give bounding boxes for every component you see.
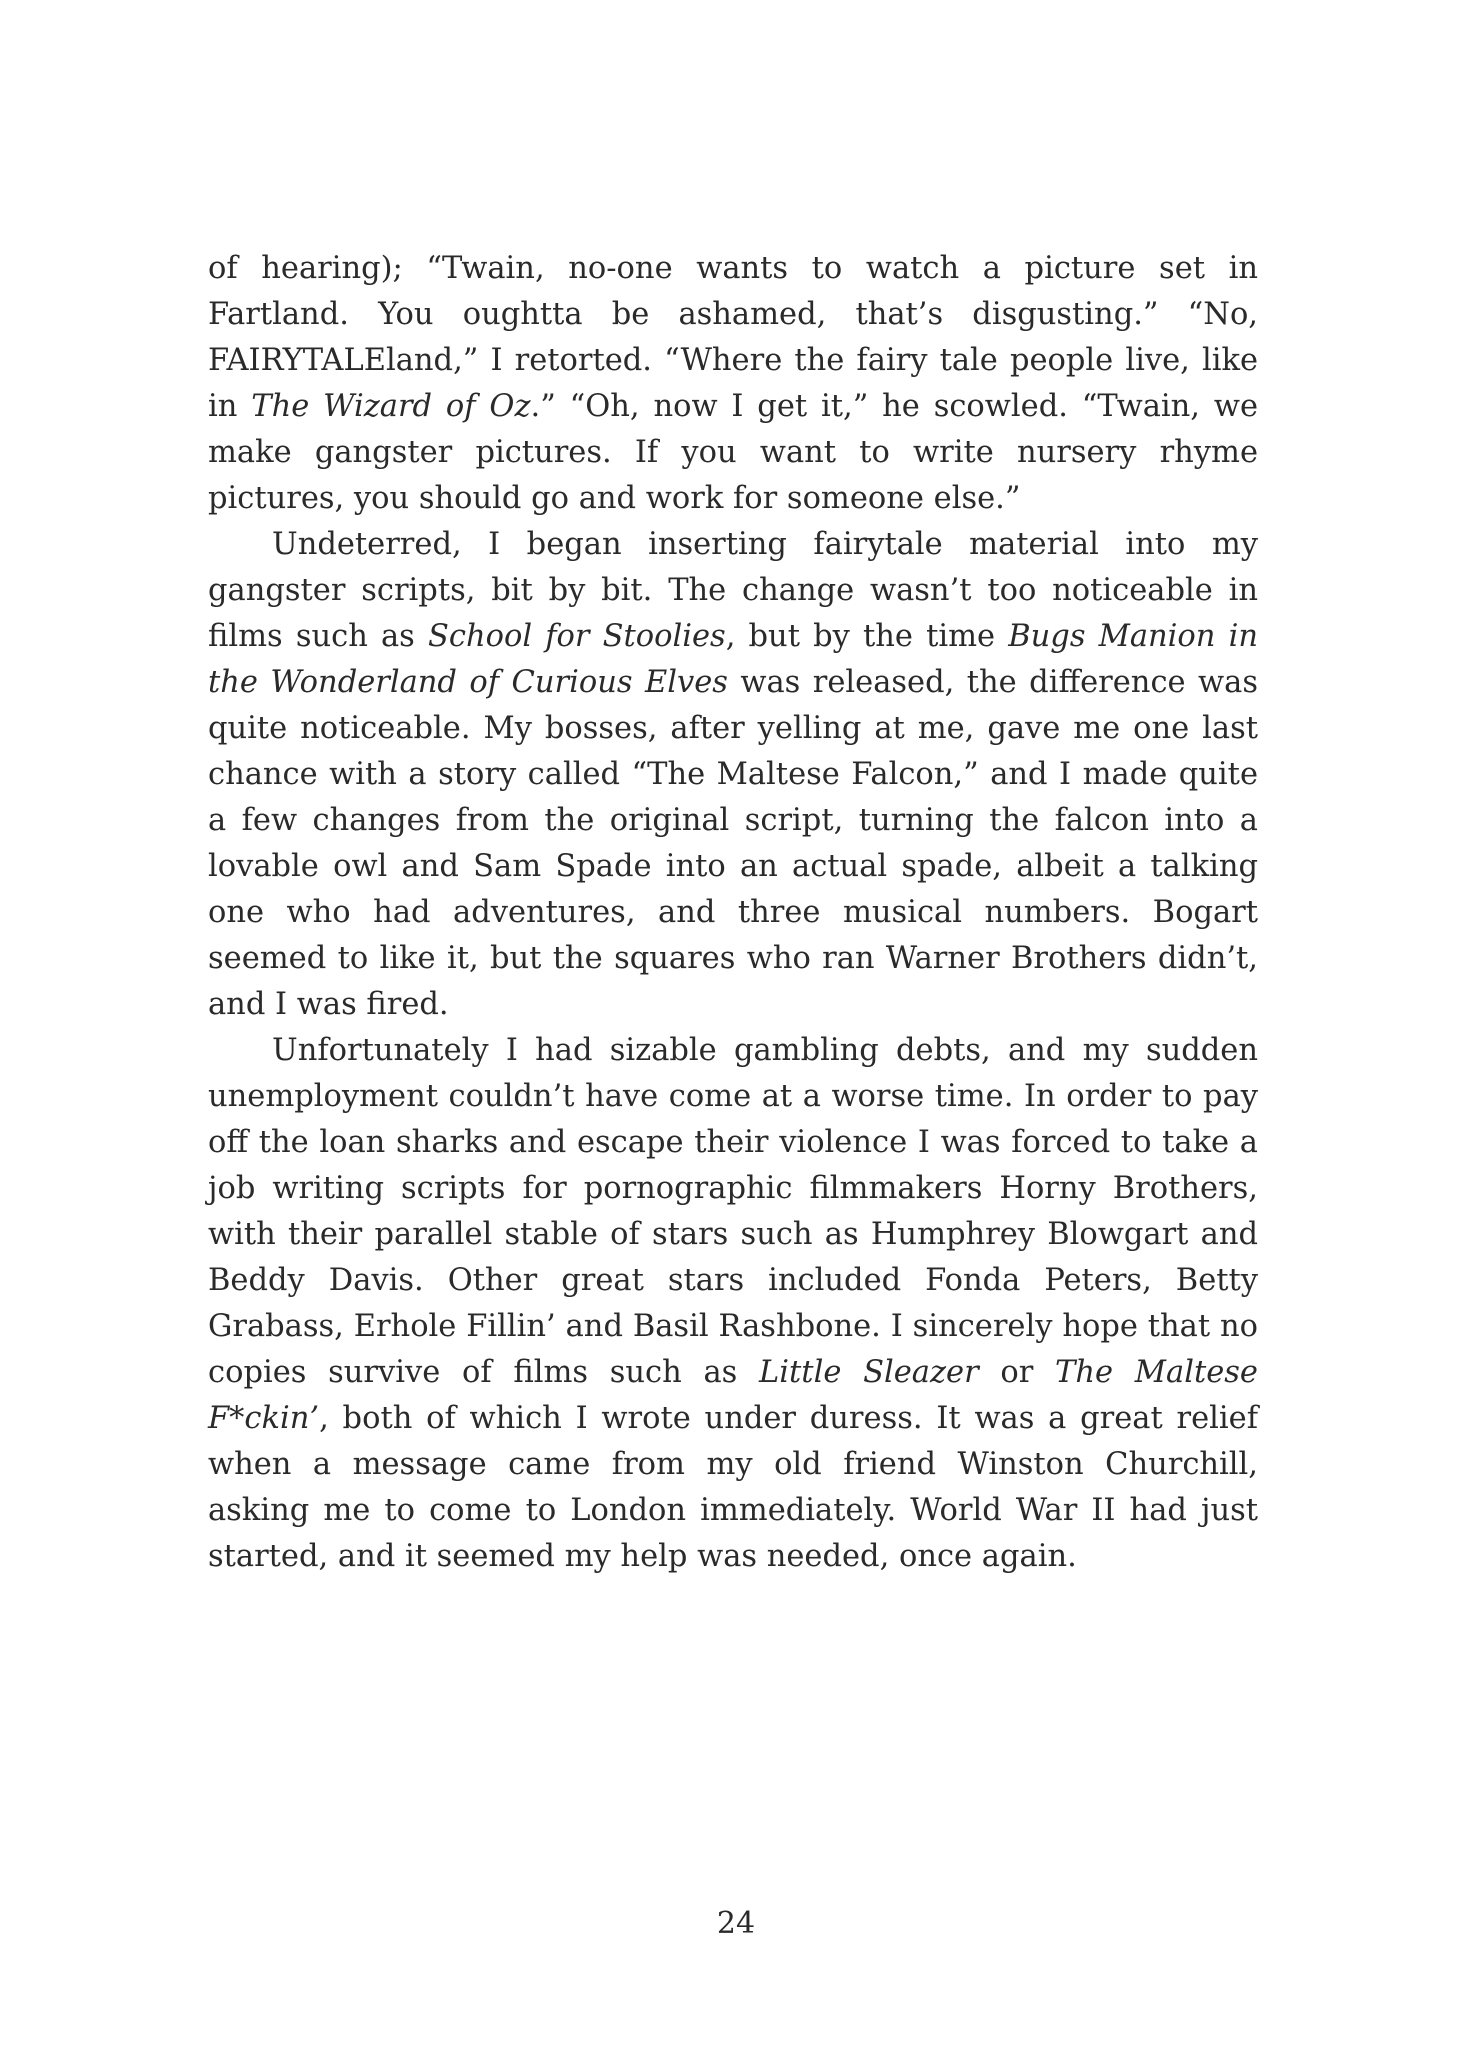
italic-title: The Maltese F*ckin’ xyxy=(208,1355,1258,1436)
text-run: was released, the difference was quite noticeable. My bosses, after yelling at me, gave me one last chance with a story called “The Maltese Falcon,” and I made quite a few changes from the original script, turning the falcon into a lovable owl and Sam Spade into an actual spade, albeit a talking one who had adventures, and three musical numbers. Bogart seemed to like it, but the squares who ran Warner Brothers didn’t, and I was fired. xyxy=(208,665,1258,1022)
text-run: or xyxy=(978,1355,1056,1390)
italic-title: Little Sleazer xyxy=(759,1355,979,1390)
paragraph xyxy=(208,246,1258,522)
text-run: of hearing); “Twain, no-one wants to watch a picture set in Fartland. You oughtta be ashamed, that’s disgusting.” “No, FAIRYTALEland,” I retorted. “Where the fairy tale people live, like in xyxy=(208,251,1258,424)
italic-title: The Wizard of Oz xyxy=(251,389,531,424)
paragraph xyxy=(208,1028,1258,1580)
text-run: .” “Oh, now I get it,” he scowled. “Twain, we make gangster pictures. If you want to write nursery rhyme pictures, you should go and work for someone else.” xyxy=(208,389,1259,516)
italic-title: School for Stoolies xyxy=(427,619,726,654)
page-number: 24 xyxy=(716,1906,756,1941)
text-run: , both of which I wrote under duress. It was a great relief when a message came from my old friend Winston Churchill, asking me to come to London immediately. World War II had just started, and it seemed my help was needed, once again. xyxy=(208,1401,1258,1574)
text-run: Unfortunately I had sizable gambling debts, and my sudden unemployment couldn’t have come at a worse time. In order to pay off the loan sharks and escape their violence I was forced to take a job writing scripts for pornographic filmmakers Horny Brothers, with their parallel stable of stars such as Humphrey Blowgart and Beddy Davis. Other great stars included Fonda Peters, Betty Grabass, Erhole Fillin’ and Basil Rashbone. I sincerely hope that no copies survive of films such as xyxy=(208,1033,1258,1390)
text-run: , but by the time xyxy=(725,619,1009,654)
italic-title: Bugs Manion in the Wonderland of Curious Elves xyxy=(208,619,1258,700)
body-text xyxy=(208,246,1258,1580)
paragraph xyxy=(208,522,1258,1028)
text-run: Undeterred, I began inserting fairytale material into my gangster scripts, bit by bit. The change wasn’t too noticeable in films such as xyxy=(208,527,1258,654)
